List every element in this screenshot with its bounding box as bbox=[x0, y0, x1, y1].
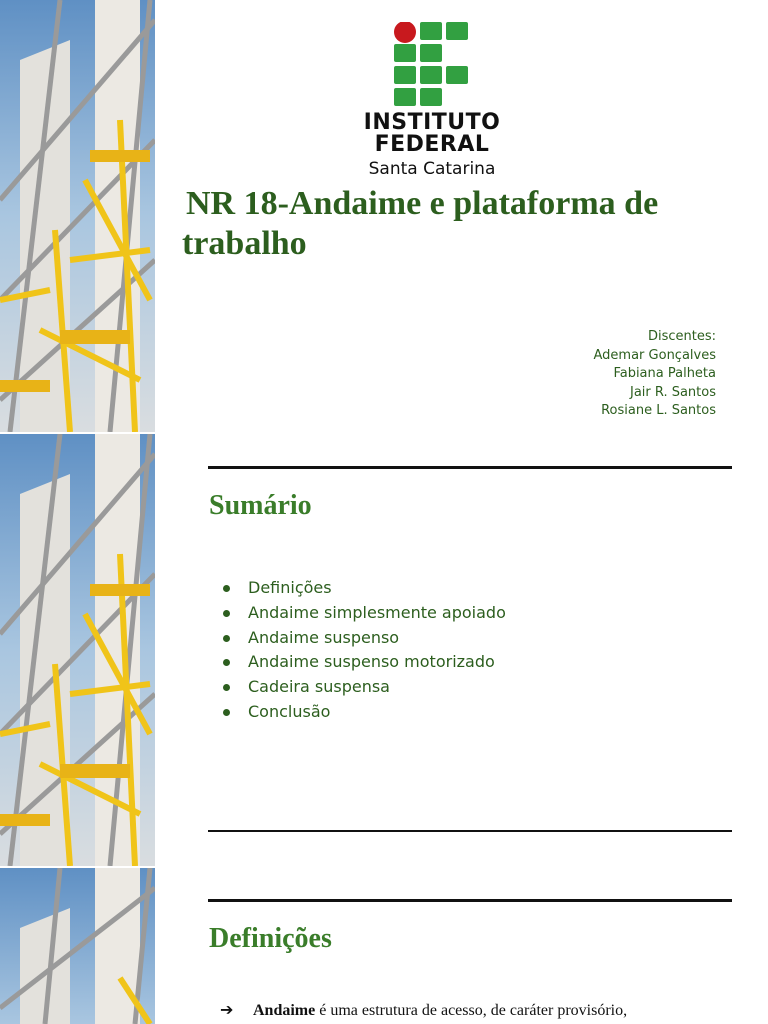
student-name: Rosiane L. Santos bbox=[601, 403, 716, 418]
bullet-icon bbox=[223, 610, 230, 617]
divider bbox=[208, 830, 732, 832]
list-item: Andaime simplesmente apoiado bbox=[222, 601, 506, 626]
list-item: Definições bbox=[222, 576, 506, 601]
bullet-icon bbox=[223, 635, 230, 642]
list-item: Conclusão bbox=[222, 700, 506, 725]
title-line-2: trabalho bbox=[182, 225, 307, 262]
student-name: Ademar Gonçalves bbox=[593, 347, 716, 363]
logo-line-campus: Santa Catarina bbox=[368, 159, 496, 179]
students-label: Discentes: bbox=[647, 329, 716, 344]
definition-term: Andaime bbox=[253, 1002, 316, 1019]
title-line-1: NR 18-Andaime e plataforma de bbox=[186, 185, 659, 222]
student-name: Jair R. Santos bbox=[629, 384, 716, 400]
presentation-title bbox=[182, 184, 742, 264]
arrow-right-icon: ➔ bbox=[220, 1002, 234, 1019]
summary-title: Sumário bbox=[209, 490, 312, 521]
students-list bbox=[594, 328, 716, 421]
definition-paragraph bbox=[220, 1000, 726, 1022]
scaffolding-photo bbox=[0, 0, 155, 432]
institute-logo bbox=[352, 20, 512, 180]
logo-line-federal: FEDERAL bbox=[374, 132, 490, 157]
summary-list bbox=[222, 576, 506, 725]
bullet-icon bbox=[223, 709, 230, 716]
definitions-title: Definições bbox=[209, 923, 332, 954]
logo-mark-icon bbox=[394, 22, 470, 106]
list-item: Andaime suspenso bbox=[222, 626, 506, 651]
student-name: Fabiana Palheta bbox=[613, 366, 716, 381]
divider bbox=[208, 466, 732, 469]
bullet-icon bbox=[223, 585, 230, 592]
list-item: Cadeira suspensa bbox=[222, 675, 506, 700]
bullet-icon bbox=[223, 659, 230, 666]
scaffolding-photo bbox=[0, 868, 155, 1024]
logo-line-instituto: INSTITUTO bbox=[363, 110, 501, 135]
scaffolding-photo bbox=[0, 434, 155, 866]
definition-text: é uma estrutura de acesso, de caráter provisório, bbox=[315, 1002, 628, 1019]
list-item: Andaime suspenso motorizado bbox=[222, 650, 506, 675]
divider bbox=[208, 899, 732, 902]
bullet-icon bbox=[223, 684, 230, 691]
logo-text bbox=[352, 112, 512, 180]
